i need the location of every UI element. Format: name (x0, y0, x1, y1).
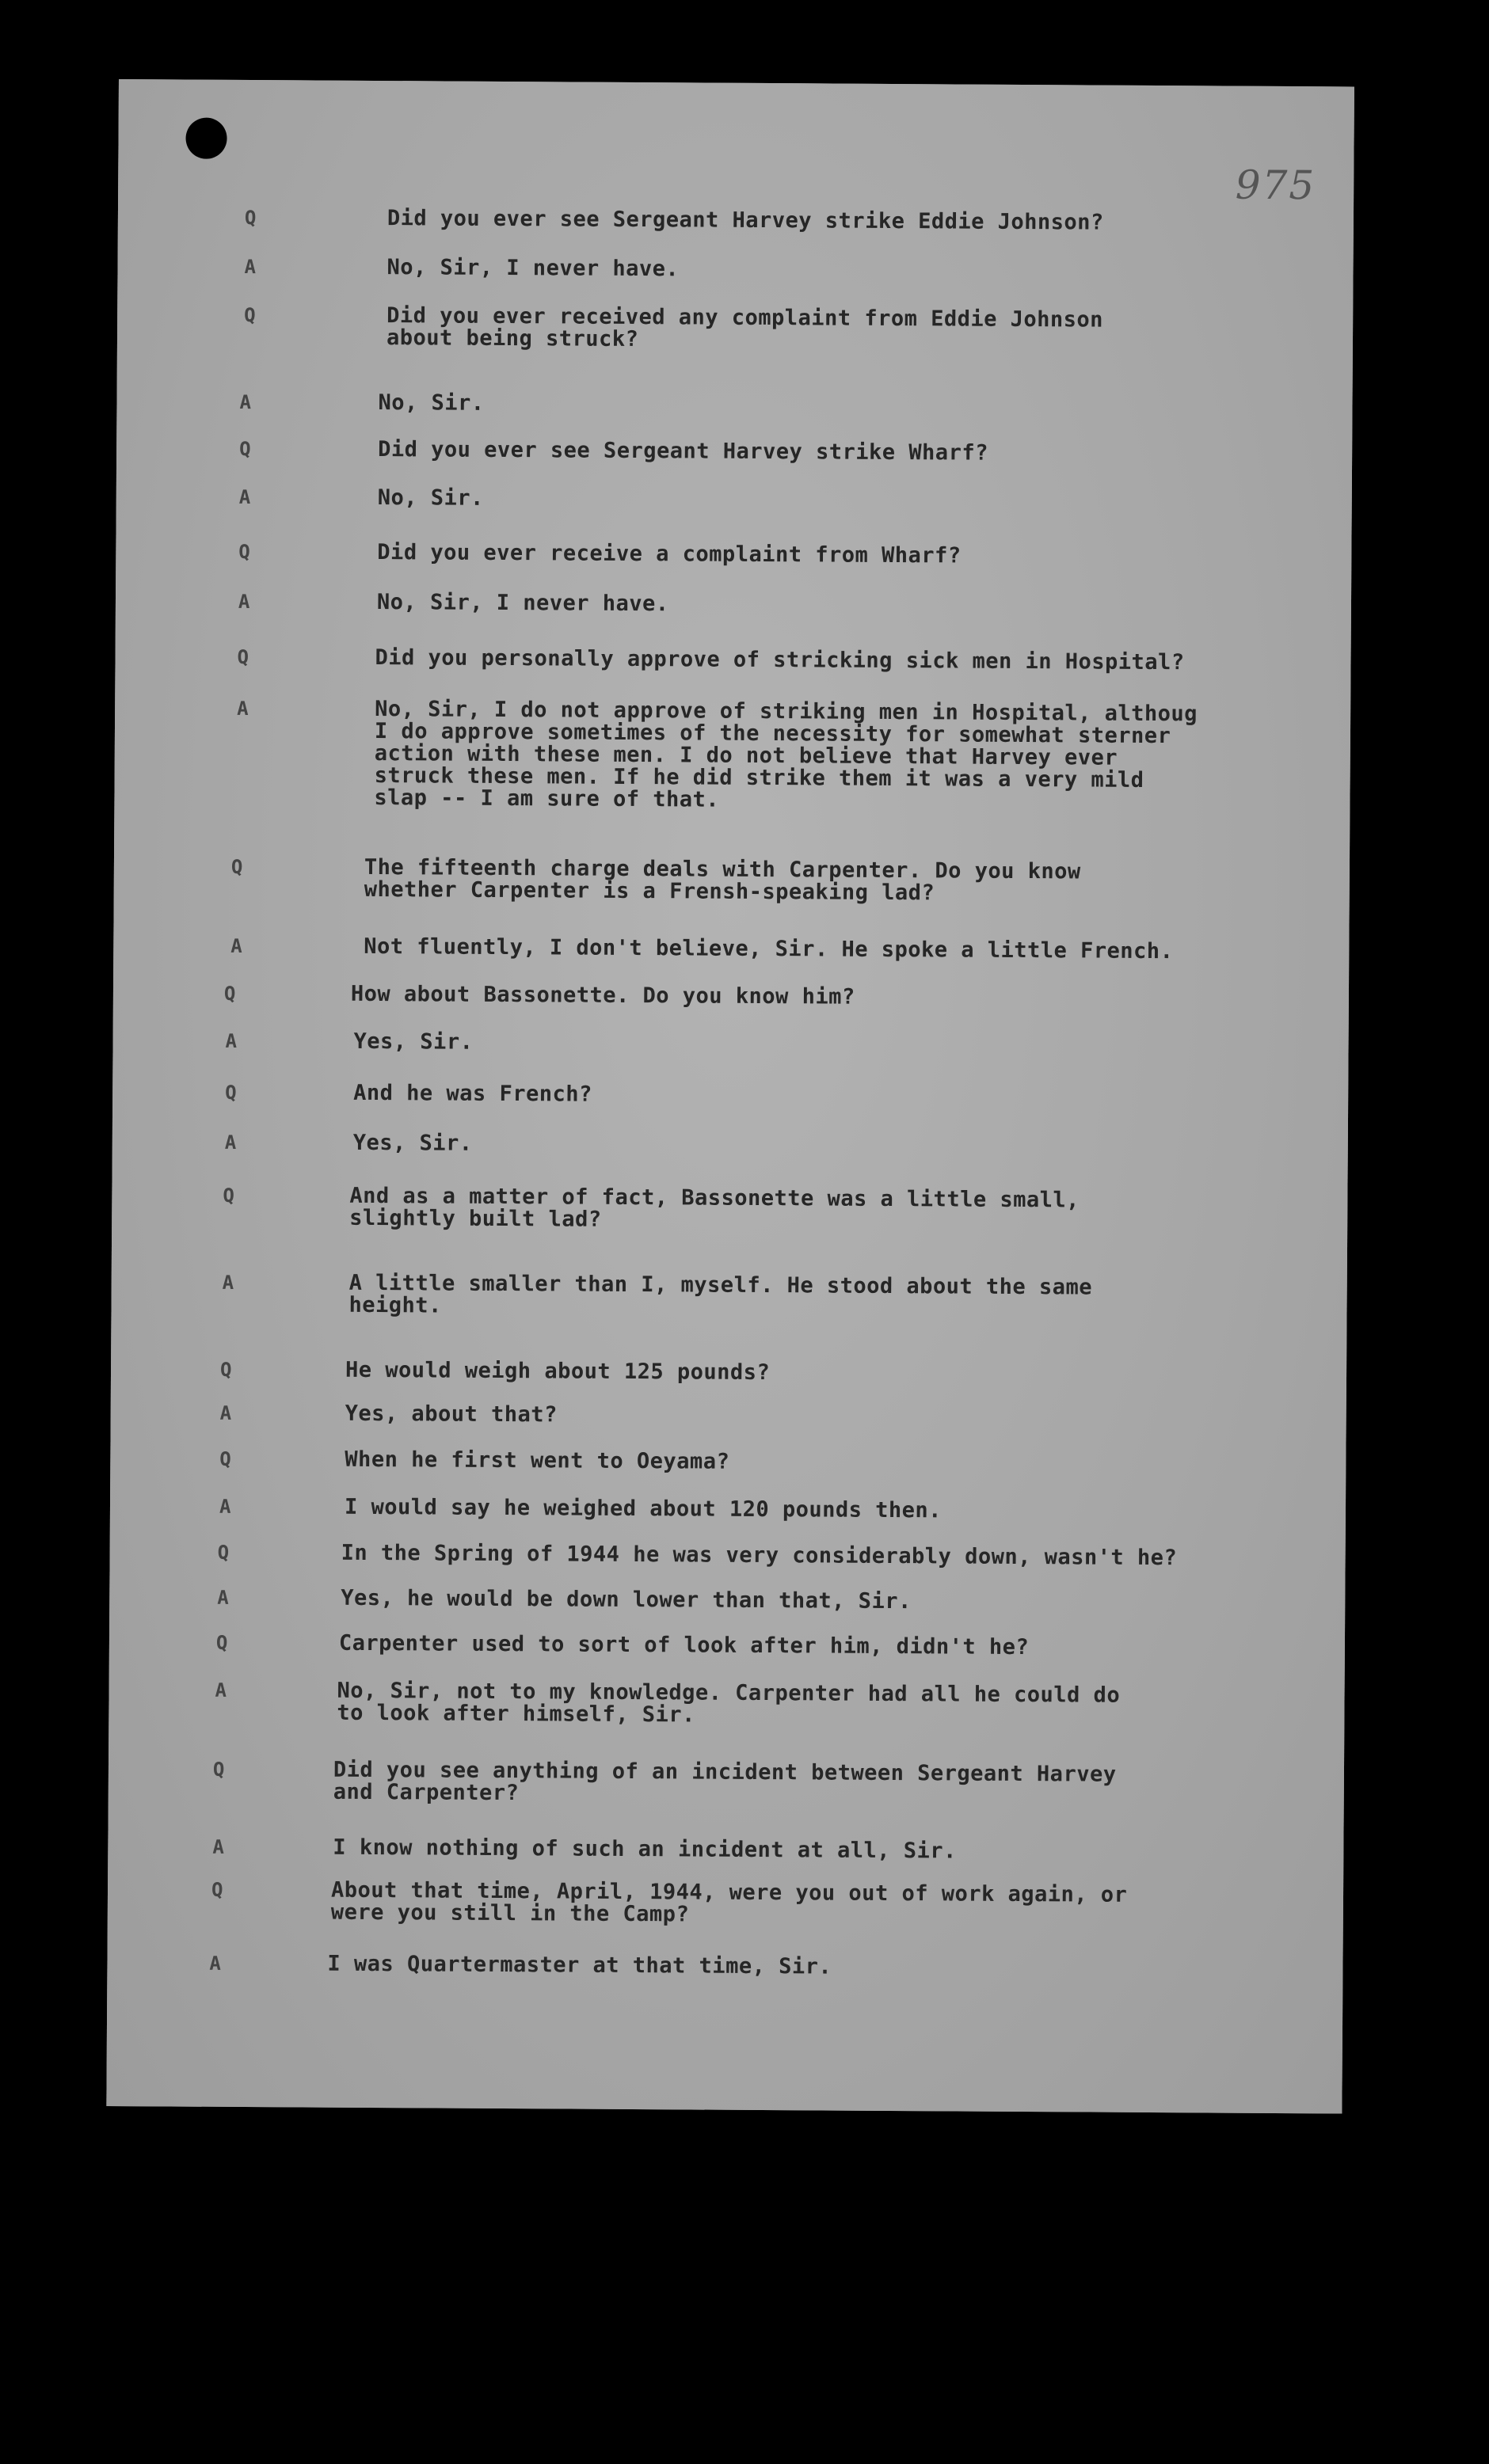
qa-row (109, 1630, 1345, 1660)
statement-line: Yes, Sir. (353, 1029, 474, 1055)
speaker-label: A (244, 255, 257, 279)
qa-row (112, 1130, 1348, 1156)
speaker-label: Q (223, 982, 236, 1005)
statement-line: Yes, about that? (345, 1401, 558, 1428)
speaker-label: Q (230, 855, 243, 878)
statement-text (377, 542, 1312, 569)
speaker-label: A (238, 485, 251, 509)
speaker-label: Q (211, 1878, 223, 1901)
statement-text (378, 439, 1312, 466)
qa-row (112, 1270, 1347, 1318)
qa-row (111, 1401, 1346, 1428)
statement-line: Did you personally approve of stricking sick men in Hospital? (375, 645, 1185, 675)
statement-text (345, 1359, 1280, 1387)
speaker-label: A (237, 697, 249, 721)
speaker-label: Q (239, 437, 251, 461)
statement-line: Did you see anything of an incident between Sergeant Harvey (333, 1757, 1117, 1787)
statement-line: No, Sir, I never have. (387, 255, 680, 282)
qa-row (108, 1951, 1343, 1979)
speaker-label: Q (225, 1081, 237, 1104)
statement-text (353, 1031, 1288, 1059)
speaker-label: A (225, 1029, 238, 1052)
qa-row (115, 696, 1350, 812)
speaker-label: A (217, 1586, 229, 1609)
statement-line: whether Carpenter is a Frensh-speaking lad? (364, 876, 935, 906)
statement-line: and Carpenter? (333, 1779, 520, 1806)
statement-line: When he first went to Oeyama? (345, 1447, 730, 1474)
statement-line: Did you ever see Sergeant Harvey strike Wharf? (378, 437, 988, 466)
qa-row (109, 1585, 1345, 1614)
statement-line: height. (348, 1292, 442, 1318)
speaker-label: Q (238, 540, 250, 564)
statement-line: No, Sir, not to my knowledge. Carpenter had all he could do (337, 1678, 1121, 1708)
statement-text (375, 647, 1309, 675)
statement-line: And he was French? (353, 1080, 592, 1107)
speaker-label: A (238, 590, 250, 614)
statement-line: In the Spring of 1944 he was very considerably down, wasn't he? (341, 1540, 1178, 1571)
statement-text (364, 854, 1299, 907)
speaker-label: A (219, 1401, 232, 1424)
qa-row (111, 1357, 1346, 1386)
speaker-label: A (239, 390, 252, 414)
statement-text (327, 1953, 1262, 1981)
qa-row (116, 485, 1352, 511)
statement-line: slightly built lad? (349, 1205, 602, 1232)
qa-row (116, 645, 1351, 675)
statement-text (387, 305, 1321, 355)
speaker-label: A (215, 1679, 227, 1702)
qa-row (110, 1447, 1346, 1474)
qa-row (116, 590, 1351, 617)
statement-text (341, 1542, 1276, 1570)
statement-line: He would weigh about 125 pounds? (345, 1357, 771, 1386)
statement-line: to look after himself, Sir. (337, 1700, 695, 1728)
qa-row (113, 981, 1349, 1010)
statement-text (337, 1680, 1271, 1730)
qa-row (117, 390, 1353, 416)
statement-line: No, Sir. (378, 390, 485, 416)
statement-text (377, 591, 1312, 619)
qa-row (109, 1678, 1345, 1728)
statement-line: How about Bassonette. Do you know him? (350, 981, 855, 1010)
speaker-label: Q (237, 645, 249, 669)
statement-line: Did you ever see Sergeant Harvey strike Eddie Johnson? (387, 206, 1104, 235)
speaker-label: Q (219, 1358, 232, 1381)
speaker-label: Q (223, 1184, 234, 1207)
statement-text (345, 1449, 1279, 1477)
statement-line: I do approve sometimes of the necessity for somewhat sterner (374, 718, 1171, 749)
qa-row (110, 1540, 1346, 1571)
speaker-label: A (222, 1271, 234, 1294)
speaker-label: A (209, 1952, 222, 1975)
statement-line: And as a matter of fact, Bassonette was a little small, (349, 1183, 1080, 1213)
speaker-label: Q (244, 206, 257, 230)
statement-line: Yes, he would be down lower than that, Sir. (341, 1585, 912, 1614)
speaker-label: Q (244, 303, 256, 327)
qa-row (114, 854, 1350, 906)
statement-line: About that time, April, 1944, were you out of work again, or (330, 1877, 1128, 1907)
statement-line: The fifteenth charge deals with Carpenter. Do you know (364, 854, 1081, 884)
statement-line: No, Sir, I do not approve of striking men in Hospital, althoug (375, 696, 1198, 727)
statement-text (364, 936, 1298, 964)
speaker-label: A (219, 1495, 231, 1518)
speaker-label: Q (217, 1541, 230, 1564)
statement-line: Not fluently, I don't believe, Sir. He spoke a little French. (364, 934, 1174, 964)
qa-row (109, 1757, 1344, 1806)
qa-row (113, 934, 1349, 964)
statement-text (353, 1132, 1288, 1160)
qa-row (113, 1029, 1349, 1055)
statement-text (374, 698, 1309, 815)
statement-line: I was Quartermaster at that time, Sir. (327, 1951, 832, 1979)
statement-line: Yes, Sir. (352, 1130, 473, 1156)
speaker-label: Q (219, 1447, 231, 1470)
speaker-label: Q (212, 1758, 225, 1781)
statement-text (333, 1759, 1268, 1809)
qa-row (116, 437, 1352, 466)
speaker-label: Q (215, 1631, 228, 1654)
punch-hole (185, 118, 227, 159)
statement-text (387, 207, 1322, 235)
statement-line: Did you ever received any complaint from Eddie Johnson (387, 303, 1104, 333)
speaker-label: A (212, 1835, 224, 1858)
qa-row (116, 540, 1351, 568)
statement-text (345, 1496, 1279, 1524)
statement-text (349, 1185, 1284, 1235)
statement-text (330, 1877, 1266, 1930)
qa-row (110, 1494, 1346, 1523)
statement-line: I would say he weighed about 120 pounds then. (344, 1494, 943, 1523)
statement-text (338, 1630, 1274, 1660)
statement-text (351, 983, 1285, 1011)
statement-text (345, 1403, 1280, 1431)
statement-line: Did you ever receive a complaint from Wharf? (377, 540, 962, 568)
speaker-label: A (230, 934, 242, 957)
statement-line: I know nothing of such an incident at all, Sir. (333, 1835, 957, 1864)
statement-text (378, 392, 1312, 420)
statement-text (378, 487, 1312, 515)
qa-row (108, 1877, 1343, 1927)
statement-line: action with these men. I do not believe that Harvey ever (374, 740, 1118, 770)
statement-line: Carpenter used to sort of look after him, didn't he? (338, 1630, 1030, 1660)
qa-row (118, 255, 1354, 282)
statement-line: struck these men. If he did strike them it was a very mild (374, 762, 1144, 793)
statement-text (387, 257, 1321, 284)
statement-line: No, Sir, I never have. (376, 590, 669, 617)
page-number: 975 (1235, 162, 1316, 209)
statement-text (333, 1837, 1267, 1865)
statement-line: about being struck? (386, 325, 639, 352)
statement-line: slap -- I am sure of that. (374, 785, 720, 812)
qa-row (112, 1183, 1347, 1232)
statement-line: No, Sir. (377, 485, 484, 511)
statement-text (341, 1585, 1275, 1615)
qa-row (117, 303, 1353, 352)
speaker-label: A (224, 1131, 237, 1154)
statement-line: A little smaller than I, myself. He stood about the same (348, 1270, 1093, 1300)
statement-line: were you still in the Camp? (330, 1899, 690, 1927)
qa-row (108, 1835, 1343, 1864)
statement-text (353, 1082, 1288, 1110)
statement-text (348, 1272, 1283, 1322)
qa-row (118, 206, 1354, 235)
scanned-page (106, 79, 1354, 2113)
qa-row (112, 1080, 1348, 1107)
